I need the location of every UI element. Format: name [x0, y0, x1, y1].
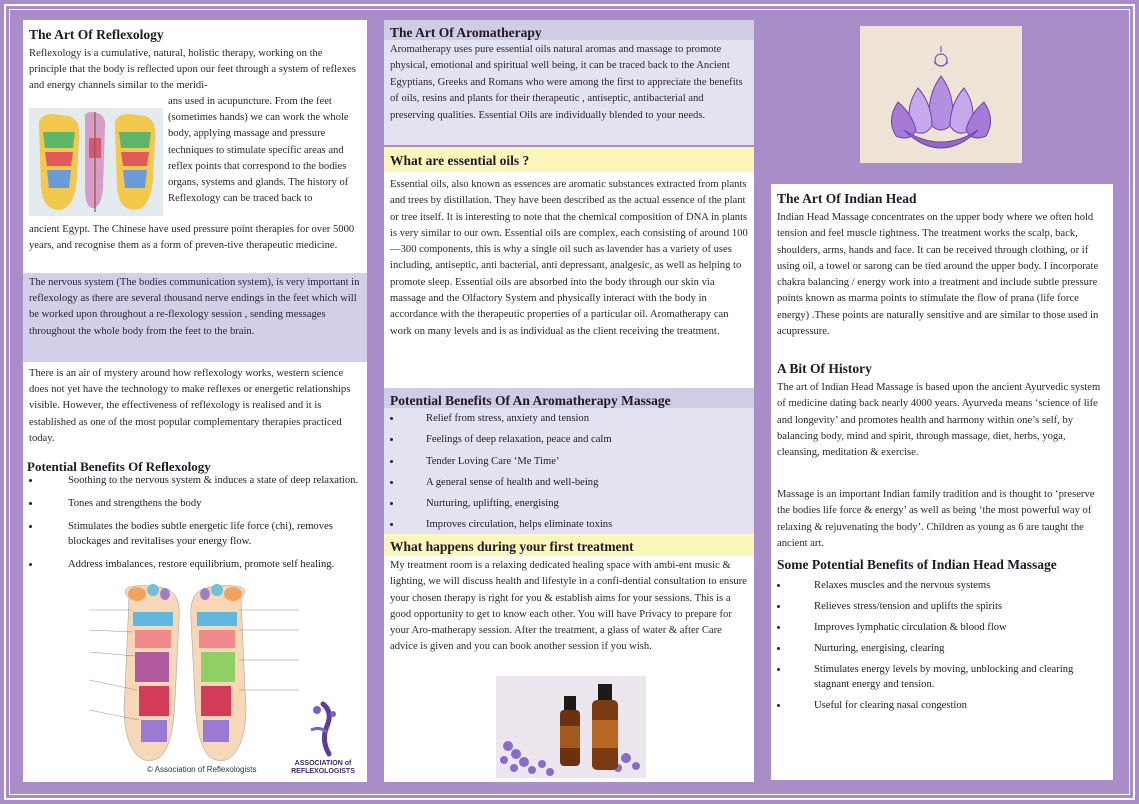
essential-oils-title-band: [384, 147, 754, 172]
nervous-system-band: The nervous system (The bodies communication system), is very important in reflexology as there are several thousand nerve endings in the feet which will be worked upon throughout a re-flexology session , sending messages throughout the whole body from the feet to the brain.: [23, 273, 367, 362]
essential-oils-title: What are essential oils ?: [390, 153, 530, 168]
list-item: Tones and strengthens the body: [29, 496, 362, 511]
aromatherapy-title: The Art Of Aromatherapy: [390, 25, 542, 40]
first-treatment-box: [384, 556, 754, 782]
list-item: A general sense of health and well-being: [390, 475, 750, 490]
bullet-icon: [390, 438, 393, 441]
bullet-icon: [29, 563, 32, 566]
reflexology-intro-a: Reflexology is a cumulative, natural, holistic therapy, working on the principle that the body is reflected upon our feet through a system of reflexes and energy channels similar to the meridi-: [29, 48, 356, 92]
list-item: Improves lymphatic circulation & blood flow: [777, 620, 1109, 635]
aromatherapy-intro: Aromatherapy uses pure essential oils natural aromas and massage to promote physical, emotional and spiritual well being, it can be traced back to the Ancient Egyptians, Greeks and Romans who were among the first to appreciate the benefits of oils, resins and plants for their therapeutic , antiseptic, antibacterial and preserving qualities. Essential Oils are individually blended to your needs.: [390, 44, 743, 121]
association-logo-text: ASSOCIATION of REFLEXOLOGISTS: [291, 760, 355, 775]
list-item: Stimulates energy levels by moving, unblocking and clearing stagnant energy and tension.: [777, 662, 1109, 692]
bullet-icon: [29, 502, 32, 505]
list-item: Relaxes muscles and the nervous systems: [777, 578, 1109, 593]
indian-head-benefits-list: [777, 578, 1109, 719]
indian-head-intro: Indian Head Massage concentrates on the upper body where we often hold tension and feel muscle tightness. The treatment works the scalp, back, shoulders, arms, hands and face. It can be received through clothing, or if using oil, a towel or sarong can be tied around the upper body. I incorporate chakra balancing / energy work into a treatment and include subtle pressure points known as marma points to stimulate the flow of prana (life force energy) .These points are naturally sensitive and are similar to those used in acupressure.: [777, 212, 1099, 338]
list-item: Useful for clearing nasal congestion: [777, 698, 1109, 713]
first-treatment-title-band: [384, 534, 754, 556]
list-item: Relieves stress/tension and uplifts the spirits: [777, 599, 1109, 614]
reflexology-panel: [23, 20, 367, 782]
essential-oil-bottles-image: [496, 676, 646, 778]
reflexology-mystery: There is an air of mystery around how reflexology works, western science does not yet have the technology to make reflexes or energetic relationships visible. However, the effectiveness of reflexology is realised and it is established as one of the most popular complementary therapies practiced today.: [29, 368, 351, 444]
list-item: Relief from stress, anxiety and tension: [390, 411, 750, 426]
bullet-icon: [390, 460, 393, 463]
list-item: Nurturing, energising, clearing: [777, 641, 1109, 656]
reflexology-benefits-list: [29, 473, 362, 580]
bullet-icon: [390, 481, 393, 484]
reflexology-intro-b: ans used in acupuncture. From the feet (sometimes hands) we can work the whole body, applying massage and pressure techniques to stimulate specific areas and reflex points that correspond to the bodies organs, systems and glands. The history of Reflexology can be traced back to: [168, 96, 349, 205]
list-item: Stimulates the bodies subtle energetic life force (chi), removes blockages and revitalises your energy flow.: [29, 519, 362, 549]
essential-oils-text: Essential oils, also known as essences are aromatic substances extracted from plants and trees by distillation. They have been described as the actual essence of the plant or tree itself. It is interesting to note that the chemical composition of DNA in plants is very similar to our own. Essential oils are complex, each consisting of around 100—300 components, this is why a single oil such as lavender has a variety of uses including, antiseptic, anti bacterial, anti depressant, analgesic, as well as helping to promote sleep. Essential oils are absorbed into the body through our skin via massage and the Olfactory System and physically interact with the body in accordance with the therapeutic properties of a particular oil. Aromatherapy can work on many levels and is as individual as the client receiving the treatment.: [390, 179, 748, 337]
history-title: A Bit Of History: [777, 361, 872, 376]
tradition-text: Massage is an important Indian family tradition and is thought to ‘preserve the bodies life force & energy’ as well as being ‘the most powerful way of relaxing & rejuvenating the body’. Children as young as 6 are taught the ancient art.: [777, 489, 1095, 549]
list-item: Improves circulation, helps eliminate toxins: [390, 517, 750, 532]
bullet-icon: [29, 525, 32, 528]
bullet-icon: [390, 417, 393, 420]
aromatherapy-intro-box: [384, 20, 754, 145]
list-item: Address imbalances, restore equilibrium, promote self healing.: [29, 557, 362, 572]
bullet-icon: [29, 479, 32, 482]
aromatherapy-benefits-list: [390, 411, 750, 539]
list-item: Nurturing, uplifting, energising: [390, 496, 750, 511]
bullet-icon: [777, 647, 780, 650]
list-item: Feelings of deep relaxation, peace and calm: [390, 432, 750, 447]
lotus-image: [860, 26, 1022, 163]
list-item: Soothing to the nervous system & induces a state of deep relaxation.: [29, 473, 362, 488]
history-text: The art of Indian Head Massage is based upon the ancient Ayurvedic system of medicine dating back nearly 4000 years. Ayurveda means ‘science of life and longevity’ and promotes health and harmony within one’s self, by balancing body, mind and spirit, through massage, diet, herbs, yoga, cleansing, meditation & exercise.: [777, 382, 1101, 459]
reflexology-intro-c: ancient Egypt. The Chinese have used pressure point therapies for over 5000 years, and recognise them as a form of preven-tive therapeutic medicine.: [29, 224, 355, 252]
indian-head-panel: [771, 184, 1113, 780]
bullet-icon: [777, 626, 780, 629]
bullet-icon: [777, 668, 780, 671]
list-item: Tender Loving Care ‘Me Time’: [390, 454, 750, 469]
reflexology-benefits-title: Potential Benefits Of Reflexology: [27, 459, 211, 474]
indian-head-benefits-title: Some Potential Benefits of Indian Head Massage: [777, 557, 1057, 572]
reflexology-title: The Art Of Reflexology: [29, 27, 164, 42]
bullet-icon: [390, 523, 393, 526]
chart-copyright: © Association of Reflexologists: [147, 765, 257, 774]
first-treatment-text: My treatment room is a relaxing dedicated healing space with ambi-ent music & lighting, we will discuss health and lifestyle in a confi-dential consultation to ensure your chosen therapy is right for you & establish aims for your sessions. This is a good opportunity to get to know each other. You will have Privacy to prepare for your Aro-matherapy session. After the treatment, a glass of water & after Care advice is given and you can book another session if you wish.: [390, 560, 747, 653]
indian-head-title: The Art Of Indian Head: [777, 191, 917, 206]
first-treatment-title: What happens during your first treatment: [390, 539, 634, 554]
aromatherapy-panel: [384, 20, 754, 782]
reflexology-feet-image: [29, 108, 163, 216]
aromatherapy-benefits-title: Potential Benefits Of An Aromatherapy Massage: [390, 393, 671, 408]
bullet-icon: [390, 502, 393, 505]
bullet-icon: [777, 584, 780, 587]
bullet-icon: [777, 704, 780, 707]
aromatherapy-benefits-box: [384, 388, 754, 534]
bullet-icon: [777, 605, 780, 608]
essential-oils-box: [384, 172, 754, 408]
